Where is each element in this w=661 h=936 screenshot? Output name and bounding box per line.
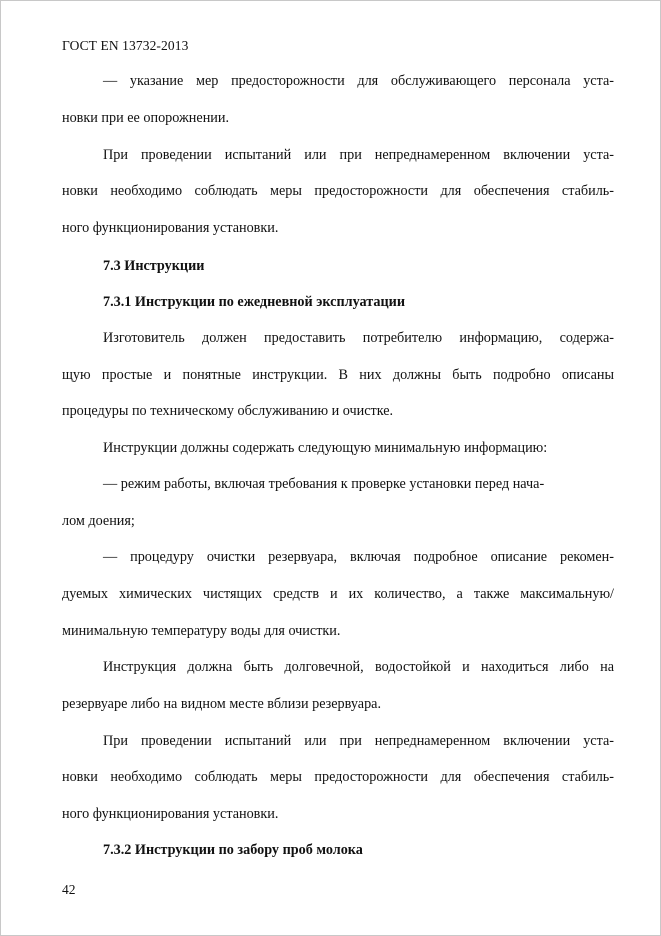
text-line: Инструкции должны содержать следующую минимальную информацию: (103, 440, 548, 456)
list-item-line: лом доения; (62, 513, 135, 529)
list-item-line: дуемых химических чистящих средств и их количество, а также максимальную/ (62, 586, 614, 602)
subsection-heading: 7.3.2 Инструкции по забору проб молока (103, 842, 363, 858)
text-line: При проведении испытаний или при непреднамеренном включении уста- (103, 147, 614, 163)
text-line: резервуаре либо на видном месте вблизи резервуара. (62, 696, 382, 712)
list-item-line: — режим работы, включая требования к проверке установки перед нача- (103, 476, 545, 492)
list-item-line: минимальную температуру воды для очистки. (62, 623, 341, 639)
page-number: 42 (62, 882, 76, 897)
text-line: щую простые и понятные инструкции. В них должны быть подробно описаны (62, 367, 614, 383)
text-line: процедуры по техническому обслуживанию и очистке. (62, 403, 394, 419)
text-line: При проведении испытаний или при непреднамеренном включении уста- (103, 733, 614, 749)
subsection-heading: 7.3.1 Инструкции по ежедневной эксплуатации (103, 294, 406, 310)
text-line: — указание мер предосторожности для обслуживающего персонала уста- (103, 73, 614, 89)
text-line: новки необходимо соблюдать меры предосторожности для обеспечения стабиль- (62, 183, 614, 199)
list-item-line: — процедуру очистки резервуара, включая подробное описание рекомен- (103, 549, 614, 565)
text-line: новки при ее опорожнении. (62, 110, 230, 126)
section-heading: 7.3 Инструкции (103, 258, 205, 274)
text-line: ного функционирования установки. (62, 806, 279, 822)
document-header: ГОСТ EN 13732-2013 (62, 38, 189, 53)
text-line: новки необходимо соблюдать меры предосторожности для обеспечения стабиль- (62, 769, 614, 785)
text-line: Изготовитель должен предоставить потребителю информацию, содержа- (103, 330, 614, 346)
text-line: Инструкция должна быть долговечной, водостойкой и находиться либо на (103, 659, 614, 675)
text-line: ного функционирования установки. (62, 220, 279, 236)
